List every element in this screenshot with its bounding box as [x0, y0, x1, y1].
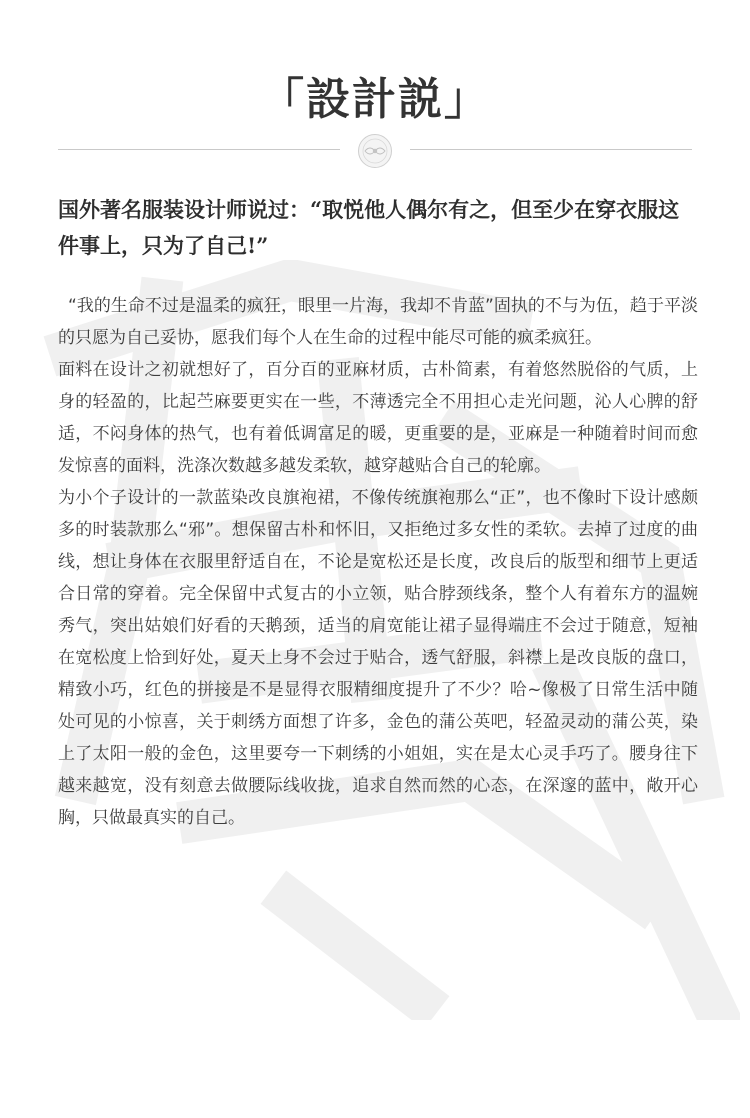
- headline-quote: 国外著名服装设计师说过：“取悦他人偶尔有之，但至少在穿衣服这件事上，只为了自己!”: [58, 197, 680, 258]
- divider-line-right: [410, 149, 692, 150]
- paragraph: 面料在设计之初就想好了，百分百的亚麻材质，古朴简素，有着悠然脱俗的气质，上身的轻盈的，比起苎麻要更实在一些，不薄透完全不用担心走光问题，沁人心脾的舒适，不闷身体的热气，也有着低调富足的暖，更重要的是，亚麻是一种随着时间而愈发惊喜的面料，洗涤次数越多越发柔软，越穿越贴合自己的轮廓。: [58, 360, 698, 476]
- ornament-medallion-icon: [357, 133, 393, 169]
- divider-line-left: [58, 149, 340, 150]
- paragraph: “我的生命不过是温柔的疯狂，眼里一片海，我却不肯蓝”固执的不与为伍，趋于平淡的只愿为自己妥协，愿我们每个人在生命的过程中能尽可能的疯柔疯狂。: [58, 296, 698, 348]
- article-body: [58, 290, 698, 834]
- page-title: 「設計説」: [260, 74, 490, 125]
- title-divider: [58, 130, 692, 170]
- paragraph: 为小个子设计的一款蓝染改良旗袍裙，不像传统旗袍那么“正”，也不像时下设计感颇多的时装款那么“邪”。想保留古朴和怀旧，又拒绝过多女性的柔软。去掉了过度的曲线，想让身体在衣服里舒适自在，不论是宽松还是长度，改良后的版型和细节上更适合日常的穿着。完全保留中式复古的小立领，贴合脖颈线条，整个人有着东方的温婉秀气，突出姑娘们好看的天鹅颈，适当的肩宽能让裙子显得端庄不会过于随意，短袖在宽松度上恰到好处，夏天上身不会过于贴合，透气舒服，斜襟上是改良版的盘口，精致小巧，红色的拼接是不是显得衣服精细度提升了不少？哈~像极了日常生活中随处可见的小惊喜，关于刺绣方面想了许多，金色的蒲公英吧，轻盈灵动的蒲公英，染上了太阳一般的金色，这里要夸一下刺绣的小姐姐，实在是太心灵手巧了。腰身往下越来越宽，没有刻意去做腰际线收拢，追求自然而然的心态，在深邃的蓝中，敞开心胸，只做最真实的自己。: [58, 488, 698, 828]
- header: [0, 72, 750, 128]
